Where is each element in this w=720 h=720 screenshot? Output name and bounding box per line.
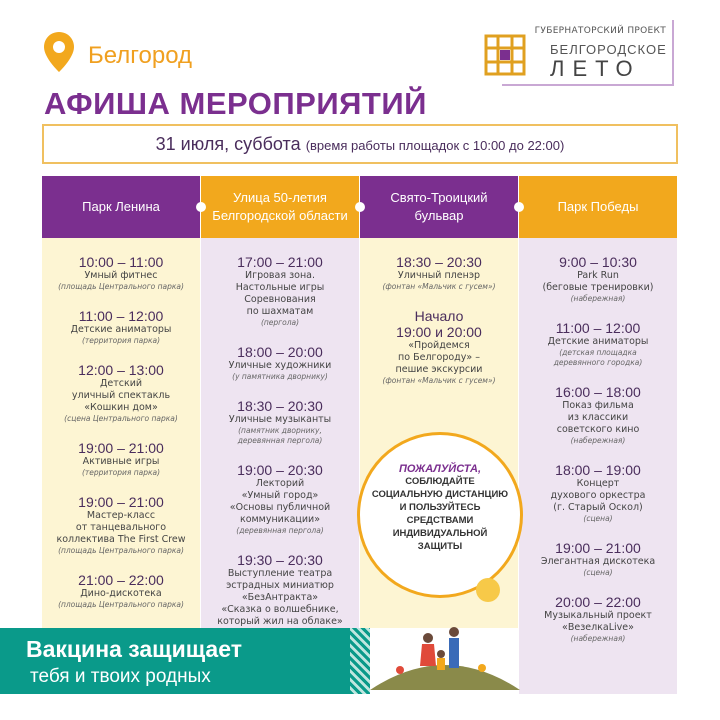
event-name: Уличные художники: [228, 360, 332, 371]
event-item: [519, 384, 677, 446]
event-time: 19:30 – 20:30: [237, 552, 323, 568]
notice-title: ПОЖАЛУЙСТА,: [398, 463, 482, 475]
event-time: 12:00 – 13:00: [78, 362, 164, 378]
event-item: [42, 254, 200, 292]
event-date: 31 июля, суббота: [155, 134, 301, 154]
event-item: [42, 494, 200, 556]
event-time: 9:00 – 10:30: [559, 254, 637, 270]
event-item: [519, 254, 677, 304]
event-name: Игровая зона. Настольные игры Соревнования по шахматам: [235, 270, 325, 317]
event-time: 18:00 – 19:00: [555, 462, 641, 478]
event-name: Лекторий «Умный город» «Основы публичной коммуникации»: [229, 478, 331, 525]
column-header: Парк Победы: [519, 176, 677, 238]
event-item: [201, 254, 359, 328]
event-time: 19:00 – 21:00: [78, 440, 164, 456]
event-place: (территория парка): [81, 468, 161, 477]
date-bar: [42, 124, 678, 164]
event-name: Детские аниматоры: [70, 324, 172, 335]
event-place: (деревянная пергола): [236, 526, 324, 535]
event-place: (фонтан «Мальчик с гусем»): [382, 376, 496, 385]
event-name: Концерт духового оркестра (г. Старый Оскол): [550, 478, 646, 513]
column-lenin-park: [42, 176, 200, 609]
event-name: Музыкальный проект «ВезелкаLive»: [544, 610, 652, 633]
column-trinity-boulevard: [360, 176, 518, 385]
event-place: (сцена Центрального парка): [64, 414, 178, 423]
header-separator-dot: [355, 202, 365, 212]
logo-caption: ГУБЕРНАТОРСКИЙ ПРОЕКТ: [534, 26, 666, 36]
event-time: Начало 19:00 и 20:00: [396, 308, 482, 340]
event-item: [42, 440, 200, 478]
event-item: [201, 398, 359, 446]
event-item: [201, 552, 359, 638]
banner-line-2: тебя и твоих родных: [30, 666, 211, 687]
event-place: (площадь Центрального парка): [58, 600, 184, 609]
logo-line-1: БЕЛГОРОДСКОЕ: [550, 42, 667, 57]
event-place: (набережная): [570, 436, 626, 445]
event-place: (территория парка): [81, 336, 161, 345]
event-time: 11:00 – 12:00: [78, 308, 164, 324]
column-body: [201, 238, 359, 628]
event-place: (площадь Центрального парка): [58, 282, 184, 291]
event-item: [519, 540, 677, 578]
column-body: [519, 238, 677, 694]
header-separator-dot: [196, 202, 206, 212]
event-time: 19:00 – 21:00: [555, 540, 641, 556]
event-name: Активные игры: [82, 456, 160, 467]
event-item: [519, 320, 677, 368]
hours-note: (время работы площадок с 10:00 до 22:00): [305, 138, 565, 153]
logo-line-2: ЛЕТО: [550, 56, 641, 81]
location-pin-icon: [42, 30, 76, 74]
page-title: АФИША МЕРОПРИЯТИЙ: [44, 86, 427, 121]
event-name: Выступление театра эстрадных миниатюр «БезАнтракта» «Сказка о волшебнике, который жил на облаке»: [217, 568, 343, 627]
event-place: (площадь Центрального парка): [58, 546, 184, 555]
banner-stripe: [350, 628, 370, 694]
notice-text: СОБЛЮДАЙТЕ СОЦИАЛЬНУЮ ДИСТАНЦИЮ И ПОЛЬЗУЙТЕСЬ СРЕДСТВАМИ ИНДИВИДУАЛЬНОЙ ЗАЩИТЫ: [371, 476, 509, 552]
event-name: Уличные музыканты: [228, 414, 332, 425]
event-place: (набережная): [570, 294, 626, 303]
event-place: (у памятника дворнику): [232, 372, 328, 381]
column-header: Парк Ленина: [42, 176, 200, 238]
column-50-years-street: [201, 176, 359, 627]
event-name: Уличный пленэр: [397, 270, 481, 281]
event-item: [42, 362, 200, 424]
sun-icon: [476, 578, 500, 602]
city-name: Белгород: [88, 42, 193, 69]
event-place: (детская площадка деревянного городка): [553, 348, 643, 367]
event-name: Элегантная дискотека: [540, 556, 656, 567]
event-time: 16:00 – 18:00: [555, 384, 641, 400]
event-item: [201, 462, 359, 536]
event-place: (фонтан «Мальчик с гусем»): [382, 282, 496, 291]
event-time: 20:00 – 22:00: [555, 594, 641, 610]
event-name: «Пройдемся по Белгороду» – пешие экскурсии: [395, 340, 483, 375]
ornament-logo-icon: [484, 34, 526, 76]
event-time: 18:00 – 20:00: [237, 344, 323, 360]
event-place: (сцена): [583, 568, 613, 577]
event-name: Детские аниматоры: [547, 336, 649, 347]
event-name: Показ фильма из классики советского кино: [556, 400, 640, 435]
column-header: Свято-Троицкий бульвар: [360, 176, 518, 238]
event-name: Мастер-класс от танцевального коллектива The First Crew: [56, 510, 186, 545]
event-name: Умный фитнес: [84, 270, 158, 281]
event-item: [360, 254, 518, 292]
event-place: (памятник дворнику, деревянная пергола): [237, 426, 323, 445]
event-time: 19:00 – 20:30: [237, 462, 323, 478]
event-item: [42, 572, 200, 610]
event-place: (сцена): [583, 514, 613, 523]
event-item: [201, 344, 359, 382]
event-place: (набережная): [570, 634, 626, 643]
project-logo: [502, 20, 674, 86]
column-body: [42, 238, 200, 628]
vaccine-banner: [0, 628, 350, 694]
event-time: 17:00 – 21:00: [237, 254, 323, 270]
event-time: 21:00 – 22:00: [78, 572, 164, 588]
event-name: Дино-дискотека: [80, 588, 162, 599]
event-time: 11:00 – 12:00: [555, 320, 641, 336]
event-item: [519, 594, 677, 644]
column-header: Улица 50-летия Белгородской области: [201, 176, 359, 238]
banner-line-1: Вакцина защищает: [26, 636, 242, 662]
event-time: 18:30 – 20:30: [396, 254, 482, 270]
column-victory-park: [519, 176, 677, 643]
event-place: (пергола): [260, 318, 300, 327]
event-time: 18:30 – 20:30: [237, 398, 323, 414]
family-illustration: [370, 570, 520, 690]
event-time: 19:00 – 21:00: [78, 494, 164, 510]
event-name: Park Run (беговые тренировки): [542, 270, 654, 293]
event-name: Детский уличный спектакль «Кошкин дом»: [71, 378, 171, 413]
event-time: 10:00 – 11:00: [78, 254, 164, 270]
event-item: [360, 308, 518, 386]
header-separator-dot: [514, 202, 524, 212]
event-item: [519, 462, 677, 524]
event-item: [42, 308, 200, 346]
